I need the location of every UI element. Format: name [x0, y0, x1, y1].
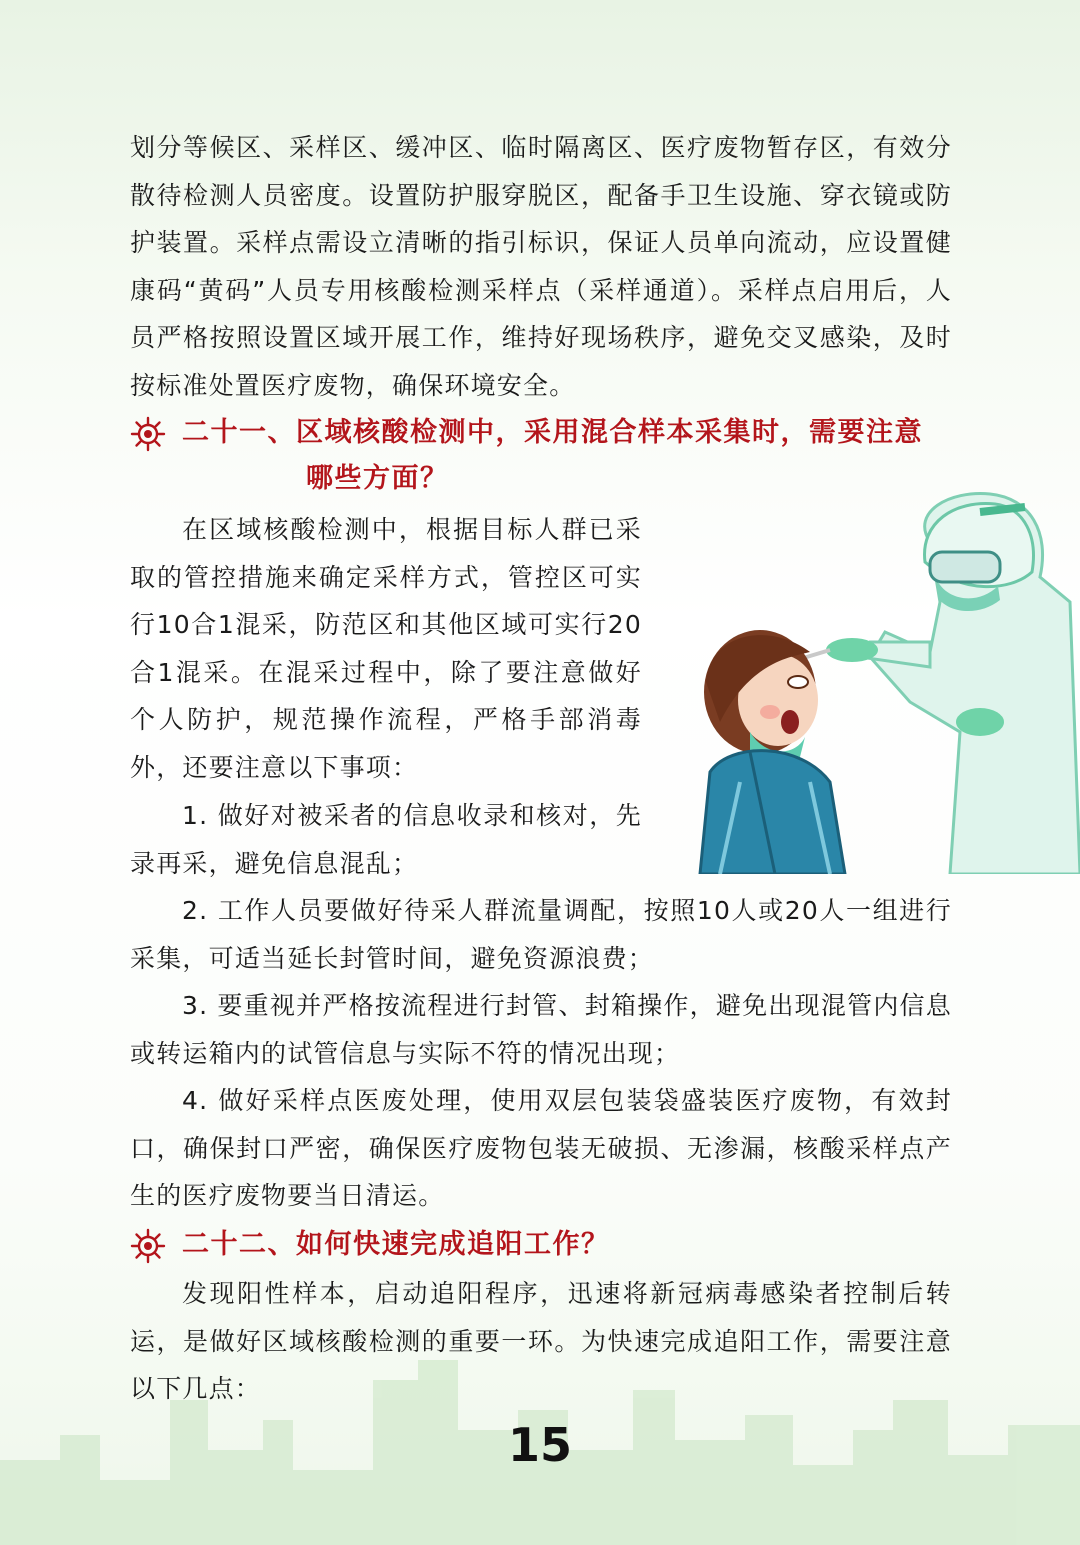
list-item-4: 4. 做好采样点医废处理，使用双层包装袋盛装医疗废物，有效封口，确保封口严密，确保医疗废物包装无破损、无渗漏，核酸采样点产生的医疗废物要当日清运。	[130, 1086, 952, 1210]
section-22-heading	[130, 1222, 960, 1268]
nucleic-acid-sampling-illustration	[680, 482, 1080, 874]
section-22-paragraph: 发现阳性样本，启动追阳程序，迅速将新冠病毒感染者控制后转运，是做好区域核酸检测的重要一环。为快速完成追阳工作，需要注意以下几点：	[130, 1279, 952, 1403]
virus-icon	[130, 1228, 166, 1264]
virus-icon	[130, 416, 166, 452]
section-21-paragraph: 在区域核酸检测中，根据目标人群已采取的管控措施来确定采样方式，管控区可实行10合1混采，防范区和其他区域可实行20合1混采。在混采过程中，除了要注意做好个人防护，规范操作流程，严格手部消毒外，还要注意以下事项：	[130, 515, 642, 782]
intro-paragraph: 划分等候区、采样区、缓冲区、临时隔离区、医疗废物暂存区，有效分散待检测人员密度。设置防护服穿脱区，配备手卫生设施、穿衣镜或防护装置。采样点需设立清晰的指引标识，保证人员单向流动，应设置健康码“黄码”人员专用核酸检测采样点（采样通道）。采样点启用后，人员严格按照设置区域开展工作，维持好现场秩序，避免交叉感染，及时按标准处置医疗废物，确保环境安全。	[130, 133, 952, 400]
list-item-2: 2. 工作人员要做好待采人群流量调配，按照10人或20人一组进行采集，可适当延长封管时间，避免资源浪费；	[130, 896, 952, 973]
list-item-1: 1. 做好对被采者的信息收录和核对，先录再采，避免信息混乱；	[130, 801, 642, 878]
section-21-title-line1: 二十一、区域核酸检测中，采用混合样本采集时，需要注意	[182, 417, 923, 448]
list-item-3: 3. 要重视并严格按流程进行封管、封箱操作，避免出现混管内信息或转运箱内的试管信息与实际不符的情况出现；	[130, 991, 952, 1068]
page-number: 15	[507, 1418, 572, 1472]
section-22-title: 二十二、如何快速完成追阳工作？	[182, 1229, 610, 1260]
section-21-title-line2: 哪些方面？	[306, 463, 449, 494]
